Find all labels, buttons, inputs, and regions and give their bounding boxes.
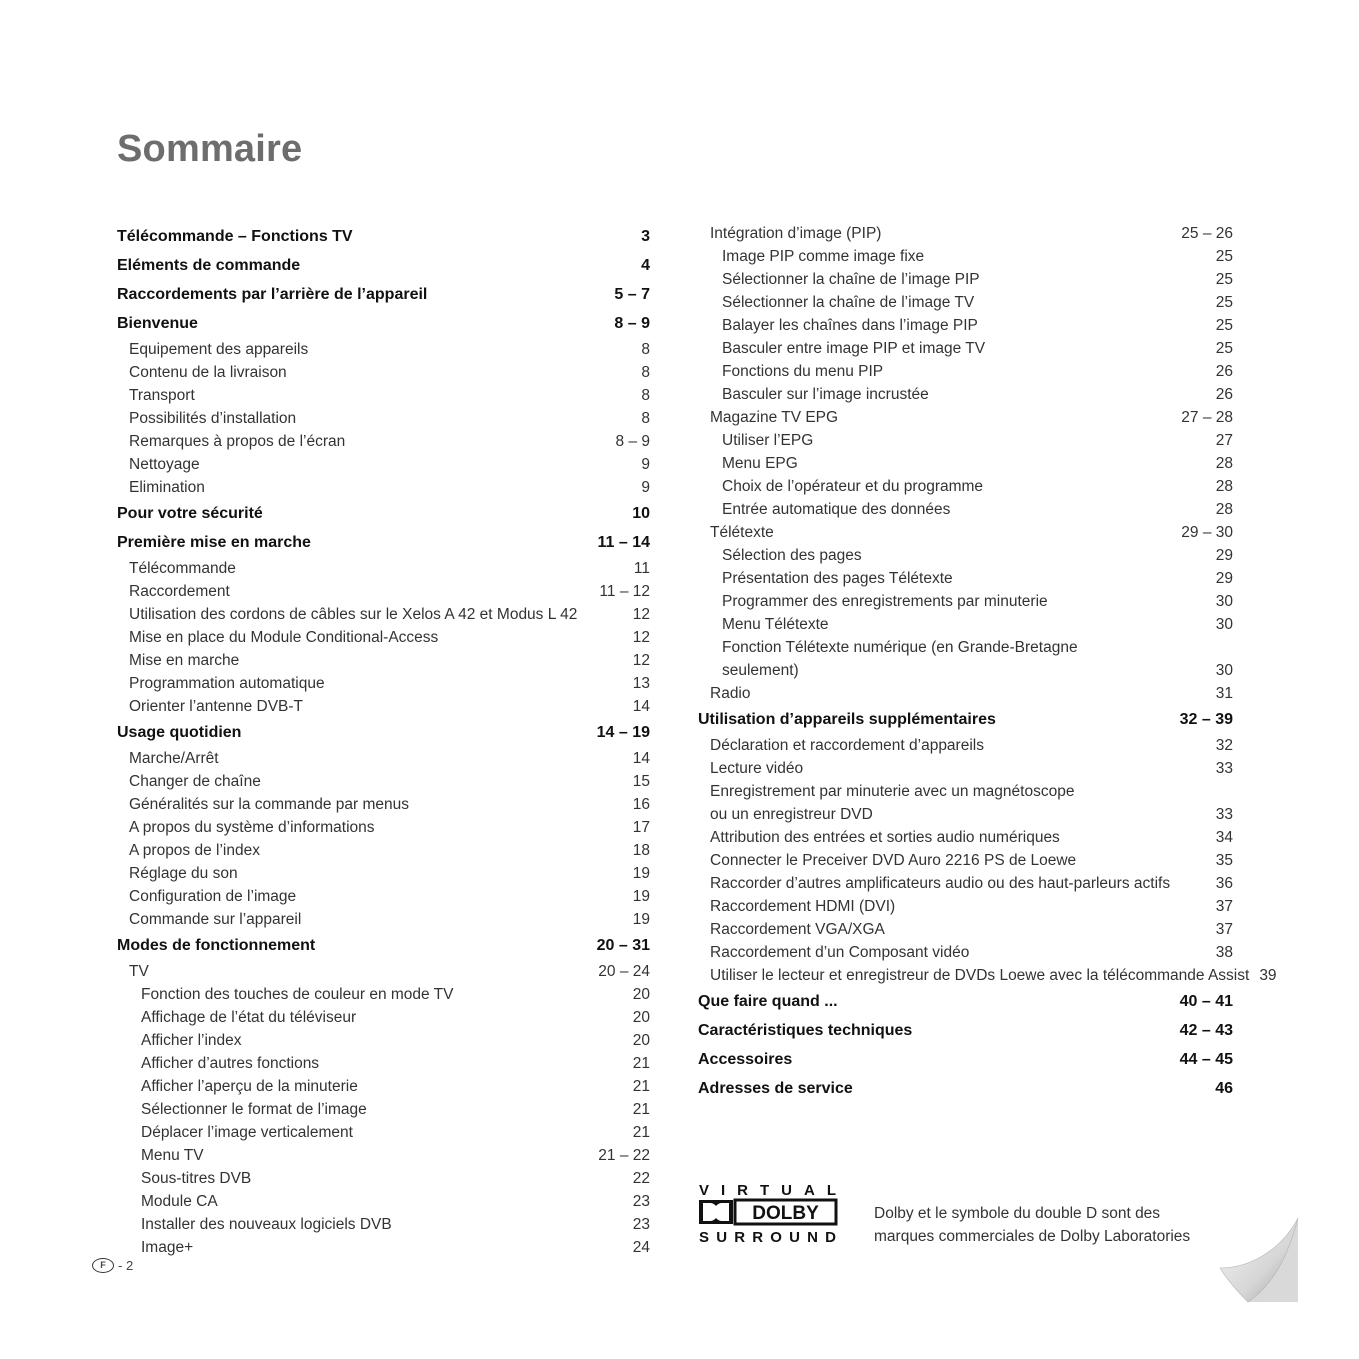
toc-entry-label: Télétexte	[710, 523, 774, 541]
toc-entry-label: ou un enregistreur DVD	[710, 805, 873, 823]
toc-entry-page: 11	[633, 559, 650, 577]
toc-entry-fonction-des-touches-de-couleur-en-mode-	[117, 983, 650, 1006]
toc-entry-raccordement-hdmi-dvi	[698, 895, 1233, 918]
toc-entry-utilisation-des-cordons-de-cables-sur-le	[117, 603, 650, 626]
toc-section-modes-de-fonctionnement	[117, 931, 650, 960]
toc-entry-label: Nettoyage	[129, 455, 200, 473]
toc-entry-page: 20	[632, 985, 650, 1003]
toc-entry-tv	[117, 960, 650, 983]
toc-entry-possibilites-d-installation	[117, 407, 650, 430]
toc-entry-marche-arret	[117, 747, 650, 770]
toc-entry-page: 21 – 22	[598, 1146, 650, 1164]
toc-entry-label: Première mise en marche	[117, 533, 311, 551]
toc-entry-fonctions-du-menu-pip	[698, 360, 1233, 383]
toc-entry-label: Utiliser l’EPG	[722, 431, 814, 449]
toc-entry-configuration-de-l-image	[117, 885, 650, 908]
toc-entry-choix-de-l-operateur-et-du-programme	[698, 475, 1233, 498]
toc-entry-elimination	[117, 476, 650, 499]
toc-entry-label: Modes de fonctionnement	[117, 936, 316, 954]
page-title: Sommaire	[117, 128, 303, 170]
toc-entry-programmation-automatique	[117, 672, 650, 695]
toc-entry-enregistrement-par-minuterie-avec-un-mag	[698, 780, 1233, 803]
toc-entry-page: 39	[1259, 966, 1277, 984]
toc-entry-label: Raccorder d’autres amplificateurs audio ou des haut-parleurs actifs	[710, 874, 1171, 892]
toc-entry-raccorder-d-autres-amplificateurs-audio-	[698, 872, 1233, 895]
toc-entry-connecter-le-preceiver-dvd-auro-2216-ps-	[698, 849, 1233, 872]
toc-entry-label: Pour votre sécurité	[117, 504, 263, 522]
toc-entry-basculer-sur-l-image-incrustee	[698, 383, 1233, 406]
toc-entry-label: Menu EPG	[722, 454, 798, 472]
toc-section-pour-votre-securite	[117, 499, 650, 528]
toc-entry-page: 31	[1215, 684, 1233, 702]
toc-entry-label: Utilisation des cordons de câbles sur le Xelos A 42 et Modus L 42	[129, 605, 578, 623]
toc-entry-magazine-tv-epg	[698, 406, 1233, 429]
toc-entry-utiliser-l-epg	[698, 429, 1233, 452]
toc-entry-menu-tv	[117, 1144, 650, 1167]
toc-entry-label: seulement)	[722, 661, 799, 679]
toc-entry-page: 14	[632, 697, 650, 715]
toc-entry-page: 14 – 19	[596, 723, 650, 741]
toc-entry-label: Intégration d’image (PIP)	[710, 224, 882, 242]
toc-entry-selection-des-pages	[698, 544, 1233, 567]
toc-entry-page: 33	[1215, 805, 1233, 823]
toc-entry-page: 8	[641, 386, 650, 404]
toc-entry-page: 20	[632, 1031, 650, 1049]
toc-entry-label: Mise en place du Module Conditional-Access	[129, 628, 439, 646]
toc-entry-label: Raccordement d’un Composant vidéo	[710, 943, 970, 961]
toc-entry-label: Elimination	[129, 478, 205, 496]
toc-entry-page: 21	[632, 1054, 650, 1072]
toc-entry-attribution-des-entrees-et-sorties-audio	[698, 826, 1233, 849]
toc-entry-label: A propos de l’index	[129, 841, 260, 859]
toc-entry-utiliser-le-lecteur-et-enregistreur-de-d	[698, 964, 1277, 987]
toc-section-que-faire-quand	[698, 987, 1233, 1016]
toc-entry-page: 38	[1215, 943, 1233, 961]
toc-entry-page: 30	[1215, 615, 1233, 633]
toc-entry-page: 8	[641, 340, 650, 358]
toc-entry-label: Entrée automatique des données	[722, 500, 951, 518]
dolby-note-line-1: Dolby et le symbole du double D sont des	[874, 1205, 1161, 1222]
toc-entry-label: Lecture vidéo	[710, 759, 804, 777]
toc-entry-label: Changer de chaîne	[129, 772, 261, 790]
logo-virtual-text: VIRTUAL	[699, 1182, 836, 1199]
toc-entry-page: 29	[1215, 546, 1233, 564]
toc-entry-label: Affichage de l’état du téléviseur	[141, 1008, 357, 1026]
toc-entry-reglage-du-son	[117, 862, 650, 885]
toc-entry-declaration-et-raccordement-d-appareils	[698, 734, 1233, 757]
toc-entry-selectionner-le-format-de-l-image	[117, 1098, 650, 1121]
toc-entry-commande-sur-l-appareil	[117, 908, 650, 931]
toc-entry-page: 9	[641, 455, 650, 473]
toc-entry-label: Basculer entre image PIP et image TV	[722, 339, 986, 357]
toc-entry-page: 11 – 12	[599, 582, 650, 600]
toc-entry-page: 28	[1215, 477, 1233, 495]
toc-entry-label: Orienter l’antenne DVB-T	[129, 697, 304, 715]
toc-entry-label: Mise en marche	[129, 651, 240, 669]
toc-entry-label: Utilisation d’appareils supplémentaires	[698, 710, 996, 728]
toc-entry-page: 20	[632, 1008, 650, 1026]
toc-entry-label: Sous-titres DVB	[141, 1169, 252, 1187]
toc-entry-page: 27 – 28	[1181, 408, 1233, 426]
toc-entry-label: Image+	[141, 1238, 194, 1256]
toc-entry-page: 25	[1215, 247, 1233, 265]
toc-entry-label: Equipement des appareils	[129, 340, 309, 358]
toc-entry-page: 8 – 9	[615, 432, 650, 450]
toc-entry-page: 10	[632, 504, 650, 522]
toc-entry-label: Usage quotidien	[117, 723, 242, 741]
toc-entry-page: 34	[1215, 828, 1233, 846]
toc-entry-page: 35	[1215, 851, 1233, 869]
toc-entry-page: 19	[632, 887, 650, 905]
toc-entry-page: 12	[632, 605, 650, 623]
toc-entry-a-propos-du-systeme-d-informations	[117, 816, 650, 839]
toc-entry-page: 27	[1215, 431, 1233, 449]
toc-entry-remarques-a-propos-de-l-ecran	[117, 430, 650, 453]
toc-entry-page: 12	[632, 651, 650, 669]
toc-entry-presentation-des-pages-teletexte	[698, 567, 1233, 590]
toc-entry-selectionner-la-chaine-de-l-image-pip	[698, 268, 1233, 291]
toc-entry-page: 22	[632, 1169, 650, 1187]
toc-section-elements-de-commande	[117, 251, 650, 280]
toc-entry-page: 4	[641, 256, 650, 274]
toc-entry-page: 29 – 30	[1181, 523, 1233, 541]
toc-entry-page: 20 – 24	[598, 962, 650, 980]
toc-entry-ou-un-enregistreur-dvd	[698, 803, 1233, 826]
toc-entry-page: 25	[1215, 270, 1233, 288]
toc-entry-generalites-sur-la-commande-par-menus	[117, 793, 650, 816]
toc-entry-label: Configuration de l’image	[129, 887, 297, 905]
toc-entry-fonction-teletexte-numerique-en-grande-b	[698, 636, 1233, 659]
toc-entry-page: 26	[1215, 385, 1233, 403]
toc-entry-label: Raccordement VGA/XGA	[710, 920, 885, 938]
toc-entry-page: 28	[1215, 500, 1233, 518]
toc-entry-label: Télécommande – Fonctions TV	[117, 227, 353, 245]
toc-entry-entree-automatique-des-donnees	[698, 498, 1233, 521]
toc-section-bienvenue	[117, 309, 650, 338]
page-number: - 2	[118, 1258, 134, 1273]
toc-entry-page: 42 – 43	[1179, 1021, 1233, 1039]
toc-entry-page: 8	[641, 409, 650, 427]
toc-right-column	[698, 222, 1277, 1103]
toc-entry-label: Enregistrement par minuterie avec un magnétoscope	[710, 782, 1075, 800]
toc-entry-label: Accessoires	[698, 1050, 793, 1068]
toc-entry-label: Menu Télétexte	[722, 615, 829, 633]
toc-entry-nettoyage	[117, 453, 650, 476]
toc-entry-label: Caractéristiques techniques	[698, 1021, 913, 1039]
toc-entry-raccordement-vga-xga	[698, 918, 1233, 941]
toc-entry-selectionner-la-chaine-de-l-image-tv	[698, 291, 1233, 314]
toc-entry-label: Fonction des touches de couleur en mode TV	[141, 985, 454, 1003]
toc-entry-label: Afficher l’aperçu de la minuterie	[141, 1077, 358, 1095]
toc-entry-image	[117, 1236, 650, 1259]
dolby-trademark-note	[874, 1202, 1190, 1248]
toc-entry-page: 32 – 39	[1179, 710, 1233, 728]
toc-entry-integration-d-image-pip	[698, 222, 1233, 245]
toc-entry-label: Module CA	[141, 1192, 218, 1210]
country-badge: F	[92, 1258, 114, 1273]
toc-entry-raccordement-d-un-composant-video	[698, 941, 1233, 964]
toc-section-caracteristiques-techniques	[698, 1016, 1233, 1045]
toc-entry-page: 23	[632, 1192, 650, 1210]
toc-entry-page: 18	[632, 841, 650, 859]
toc-section-accessoires	[698, 1045, 1233, 1074]
toc-entry-label: Programmer des enregistrements par minuterie	[722, 592, 1048, 610]
toc-entry-label: Remarques à propos de l’écran	[129, 432, 346, 450]
toc-entry-basculer-entre-image-pip-et-image-tv	[698, 337, 1233, 360]
toc-entry-seulement	[698, 659, 1233, 682]
toc-entry-page: 17	[632, 818, 650, 836]
toc-entry-label: Connecter le Preceiver DVD Auro 2216 PS de Loewe	[710, 851, 1077, 869]
toc-entry-label: Présentation des pages Télétexte	[722, 569, 953, 587]
toc-entry-page: 21	[632, 1077, 650, 1095]
toc-section-premiere-mise-en-marche	[117, 528, 650, 557]
toc-entry-label: TV	[129, 962, 149, 980]
toc-entry-label: Eléments de commande	[117, 256, 301, 274]
toc-entry-afficher-d-autres-fonctions	[117, 1052, 650, 1075]
toc-entry-label: Fonctions du menu PIP	[722, 362, 884, 380]
toc-entry-raccordement	[117, 580, 650, 603]
toc-entry-label: Utiliser le lecteur et enregistreur de DVDs Loewe avec la télécommande Assist	[710, 966, 1250, 984]
toc-entry-label: Possibilités d’installation	[129, 409, 297, 427]
toc-entry-page: 36	[1215, 874, 1233, 892]
toc-entry-equipement-des-appareils	[117, 338, 650, 361]
toc-section-utilisation-d-appareils-supplementaires	[698, 705, 1233, 734]
toc-entry-page: 11 – 14	[597, 533, 650, 551]
toc-entry-image-pip-comme-image-fixe	[698, 245, 1233, 268]
toc-entry-page: 20 – 31	[596, 936, 650, 954]
toc-entry-page: 25 – 26	[1181, 224, 1233, 242]
toc-entry-page: 23	[632, 1215, 650, 1233]
toc-entry-contenu-de-la-livraison	[117, 361, 650, 384]
toc-entry-deplacer-l-image-verticalement	[117, 1121, 650, 1144]
toc-entry-page: 21	[632, 1100, 650, 1118]
toc-entry-label: Télécommande	[129, 559, 236, 577]
toc-entry-changer-de-chaine	[117, 770, 650, 793]
toc-entry-label: Raccordement HDMI (DVI)	[710, 897, 896, 915]
toc-entry-label: Sélection des pages	[722, 546, 862, 564]
toc-entry-programmer-des-enregistrements-par-minut	[698, 590, 1233, 613]
toc-entry-label: Attribution des entrées et sorties audio numériques	[710, 828, 1060, 846]
toc-entry-page: 16	[632, 795, 650, 813]
toc-entry-label: Choix de l’opérateur et du programme	[722, 477, 984, 495]
toc-entry-afficher-l-index	[117, 1029, 650, 1052]
toc-entry-page: 37	[1215, 920, 1233, 938]
toc-entry-page: 13	[632, 674, 650, 692]
toc-entry-label: Programmation automatique	[129, 674, 325, 692]
toc-entry-transport	[117, 384, 650, 407]
toc-entry-label: Balayer les chaînes dans l’image PIP	[722, 316, 978, 334]
toc-entry-page: 24	[632, 1238, 650, 1256]
toc-entry-page: 30	[1215, 661, 1233, 679]
toc-entry-menu-teletexte	[698, 613, 1233, 636]
logo-surround-text: SURROUND	[699, 1229, 836, 1246]
toc-entry-sous-titres-dvb	[117, 1167, 650, 1190]
toc-entry-label: Afficher l’index	[141, 1031, 242, 1049]
toc-entry-page: 33	[1215, 759, 1233, 777]
toc-entry-page: 32	[1215, 736, 1233, 754]
toc-entry-label: Sélectionner la chaîne de l’image TV	[722, 293, 975, 311]
toc-entry-label: Basculer sur l’image incrustée	[722, 385, 929, 403]
toc-entry-label: Contenu de la livraison	[129, 363, 287, 381]
toc-entry-page: 12	[632, 628, 650, 646]
toc-entry-mise-en-place-du-module-conditional-acce	[117, 626, 650, 649]
toc-entry-page: 29	[1215, 569, 1233, 587]
toc-left-column	[117, 222, 650, 1259]
toc-entry-label: Image PIP comme image fixe	[722, 247, 925, 265]
dolby-virtual-surround-logo	[698, 1180, 838, 1246]
toc-entry-label: Raccordements par l’arrière de l’appareil	[117, 285, 428, 303]
toc-entry-page: 46	[1215, 1079, 1233, 1097]
toc-entry-teletexte	[698, 521, 1233, 544]
toc-entry-page: 37	[1215, 897, 1233, 915]
toc-entry-label: Réglage du son	[129, 864, 238, 882]
toc-entry-telecommande	[117, 557, 650, 580]
toc-entry-mise-en-marche	[117, 649, 650, 672]
toc-entry-label: Commande sur l’appareil	[129, 910, 302, 928]
toc-entry-label: Magazine TV EPG	[710, 408, 839, 426]
page-footer	[92, 1258, 133, 1273]
toc-entry-page: 25	[1215, 316, 1233, 334]
toc-entry-page: 9	[641, 478, 650, 496]
toc-entry-label: Fonction Télétexte numérique (en Grande-Bretagne	[722, 638, 1078, 656]
toc-entry-page: 8 – 9	[614, 314, 650, 332]
toc-entry-label: Sélectionner le format de l’image	[141, 1100, 367, 1118]
toc-entry-page: 3	[641, 227, 650, 245]
toc-entry-label: Déclaration et raccordement d’appareils	[710, 736, 984, 754]
toc-entry-page: 26	[1215, 362, 1233, 380]
toc-section-raccordements-par-l-arriere-de-l-apparei	[117, 280, 650, 309]
toc-entry-label: A propos du système d’informations	[129, 818, 375, 836]
toc-entry-module-ca	[117, 1190, 650, 1213]
toc-entry-label: Installer des nouveaux logiciels DVB	[141, 1215, 392, 1233]
toc-entry-page: 15	[632, 772, 650, 790]
logo-dolby-text: DOLBY	[752, 1203, 819, 1224]
toc-entry-label: Que faire quand ...	[698, 992, 838, 1010]
toc-entry-afficher-l-apercu-de-la-minuterie	[117, 1075, 650, 1098]
dolby-note-line-2: marques commerciales de Dolby Laboratories	[874, 1228, 1191, 1245]
toc-entry-menu-epg	[698, 452, 1233, 475]
toc-entry-page: 25	[1215, 293, 1233, 311]
toc-entry-page: 14	[632, 749, 650, 767]
toc-entry-page: 21	[632, 1123, 650, 1141]
toc-entry-label: Déplacer l’image verticalement	[141, 1123, 353, 1141]
toc-entry-page: 28	[1215, 454, 1233, 472]
toc-entry-page: 40 – 41	[1179, 992, 1233, 1010]
toc-entry-a-propos-de-l-index	[117, 839, 650, 862]
toc-entry-label: Marche/Arrêt	[129, 749, 219, 767]
toc-entry-page: 5 – 7	[614, 285, 650, 303]
toc-section-adresses-de-service	[698, 1074, 1233, 1103]
toc-entry-label: Raccordement	[129, 582, 230, 600]
toc-section-telecommande-fonctions-tv	[117, 222, 650, 251]
toc-entry-label: Bienvenue	[117, 314, 198, 332]
toc-entry-label: Adresses de service	[698, 1079, 853, 1097]
toc-entry-affichage-de-l-etat-du-televiseur	[117, 1006, 650, 1029]
toc-entry-page: 19	[632, 864, 650, 882]
page-curl-icon	[1218, 1216, 1300, 1304]
toc-entry-label: Radio	[710, 684, 751, 702]
toc-entry-radio	[698, 682, 1233, 705]
toc-entry-page: 19	[632, 910, 650, 928]
toc-entry-page: 30	[1215, 592, 1233, 610]
toc-entry-label: Afficher d’autres fonctions	[141, 1054, 320, 1072]
toc-entry-label: Transport	[129, 386, 195, 404]
toc-entry-page: 44 – 45	[1179, 1050, 1233, 1068]
toc-entry-lecture-video	[698, 757, 1233, 780]
toc-entry-label: Généralités sur la commande par menus	[129, 795, 409, 813]
toc-entry-label: Sélectionner la chaîne de l’image PIP	[722, 270, 980, 288]
toc-entry-installer-des-nouveaux-logiciels-dvb	[117, 1213, 650, 1236]
toc-entry-page: 25	[1215, 339, 1233, 357]
toc-entry-label: Menu TV	[141, 1146, 204, 1164]
toc-section-usage-quotidien	[117, 718, 650, 747]
toc-entry-balayer-les-chaines-dans-l-image-pip	[698, 314, 1233, 337]
toc-entry-orienter-l-antenne-dvb-t	[117, 695, 650, 718]
toc-entry-page: 8	[641, 363, 650, 381]
